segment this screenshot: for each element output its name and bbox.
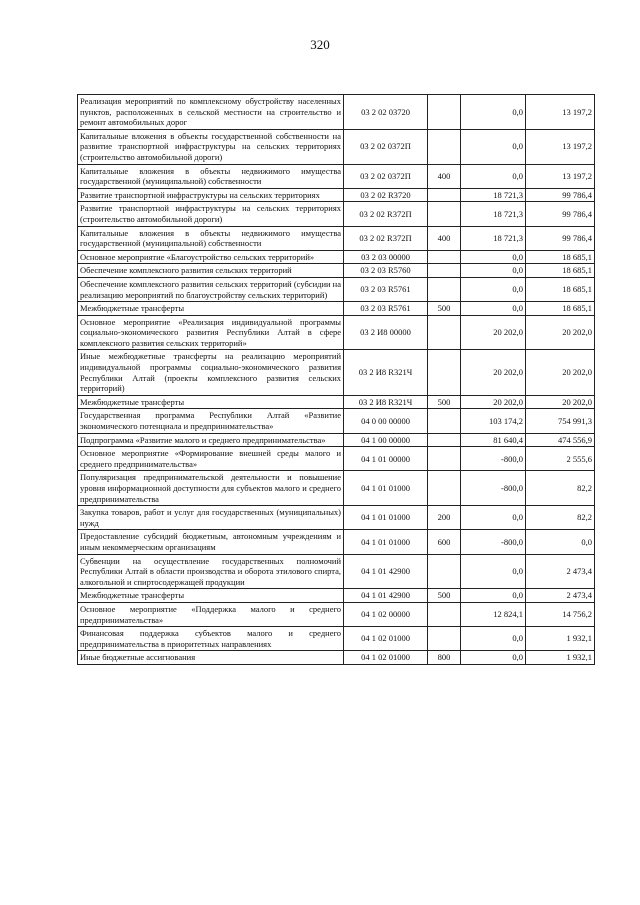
row-amount-1-cell: 0,0 — [461, 302, 526, 316]
table-row — [78, 651, 595, 665]
row-amount-2-cell: 20 202,0 — [526, 315, 595, 350]
row-name-cell: Обеспечение комплексного развития сельских территорий (субсидии на реализацию мероприятий по благоустройству сельских территорий) — [78, 277, 344, 301]
budget-table — [77, 94, 595, 665]
row-amount-2-cell: 13 197,2 — [526, 129, 595, 164]
row-code-cell: 03 2 03 R5760 — [344, 264, 428, 278]
row-amount-2-cell: 754 991,3 — [526, 409, 595, 433]
row-expense-type-cell — [428, 350, 461, 395]
page-number: 320 — [310, 37, 330, 52]
row-name-cell: Государственная программа Республики Алтай «Развитие экономического потенциала и предпринимательства» — [78, 409, 344, 433]
row-expense-type-cell: 600 — [428, 530, 461, 554]
table-row — [78, 447, 595, 471]
row-amount-2-cell: 18 685,1 — [526, 302, 595, 316]
row-expense-type-cell — [428, 202, 461, 226]
row-name-cell: Основное мероприятие «Поддержка малого и среднего предпринимательства» — [78, 602, 344, 626]
table-row — [78, 129, 595, 164]
table-row — [78, 277, 595, 301]
row-code-cell: 04 1 01 42900 — [344, 554, 428, 589]
row-amount-1-cell: 20 202,0 — [461, 350, 526, 395]
table-row — [78, 350, 595, 395]
row-expense-type-cell — [428, 433, 461, 447]
row-amount-1-cell: 18 721,3 — [461, 188, 526, 202]
table-row — [78, 302, 595, 316]
row-amount-1-cell: 0,0 — [461, 264, 526, 278]
row-name-cell: Капитальные вложения в объекты государственной собственности на развитие транспортной инфраструктуры на сельских территориях (строительство автомобильной дороги) — [78, 129, 344, 164]
row-amount-2-cell: 82,2 — [526, 471, 595, 506]
row-amount-2-cell: 474 556,9 — [526, 433, 595, 447]
table-row — [78, 433, 595, 447]
row-name-cell: Иные межбюджетные трансферты на реализацию мероприятий индивидуальной программы социально-экономического развития Республики Алтай (проекты комплексного развития сельских территорий) — [78, 350, 344, 395]
row-name-cell: Реализация мероприятий по комплексному обустройству населенных пунктов, расположенных в сельской местности на строительство и ремонт автомобильных дорог — [78, 95, 344, 130]
row-expense-type-cell — [428, 264, 461, 278]
row-name-cell: Развитие транспортной инфраструктуры на сельских территориях (строительство автомобильной дороги) — [78, 202, 344, 226]
row-code-cell: 03 2 03 R5761 — [344, 302, 428, 316]
row-amount-1-cell: 0,0 — [461, 164, 526, 188]
row-amount-2-cell: 14 756,2 — [526, 602, 595, 626]
row-name-cell: Популяризация предпринимательской деятельности и повышение уровня информационной доступности для субъектов малого и среднего предпринимательства — [78, 471, 344, 506]
row-code-cell: 04 1 01 01000 — [344, 506, 428, 530]
row-expense-type-cell — [428, 627, 461, 651]
row-amount-2-cell: 2 473,4 — [526, 554, 595, 589]
row-amount-1-cell: 18 721,3 — [461, 202, 526, 226]
row-name-cell: Иные бюджетные ассигнования — [78, 651, 344, 665]
row-code-cell: 03 2 03 00000 — [344, 250, 428, 264]
table-row — [78, 409, 595, 433]
row-amount-1-cell: 0,0 — [461, 651, 526, 665]
row-amount-2-cell: 13 197,2 — [526, 164, 595, 188]
row-code-cell: 03 2 02 0372П — [344, 129, 428, 164]
row-code-cell: 04 1 00 00000 — [344, 433, 428, 447]
row-code-cell: 03 2 02 R372П — [344, 202, 428, 226]
row-amount-1-cell: 0,0 — [461, 554, 526, 589]
table-row — [78, 250, 595, 264]
row-amount-1-cell: -800,0 — [461, 530, 526, 554]
row-code-cell: 04 1 02 00000 — [344, 602, 428, 626]
row-expense-type-cell — [428, 602, 461, 626]
row-name-cell: Межбюджетные трансферты — [78, 302, 344, 316]
row-amount-2-cell: 18 685,1 — [526, 264, 595, 278]
row-amount-2-cell: 0,0 — [526, 530, 595, 554]
row-amount-2-cell: 1 932,1 — [526, 627, 595, 651]
row-amount-1-cell: 103 174,2 — [461, 409, 526, 433]
row-name-cell: Предоставление субсидий бюджетным, автономным учреждениям и иным некоммерческим организациям — [78, 530, 344, 554]
row-code-cell: 03 2 02 R3720 — [344, 188, 428, 202]
row-amount-2-cell: 99 786,4 — [526, 202, 595, 226]
row-name-cell: Закупка товаров, работ и услуг для государственных (муниципальных) нужд — [78, 506, 344, 530]
row-code-cell: 03 2 02 0372П — [344, 164, 428, 188]
row-expense-type-cell — [428, 554, 461, 589]
table-row — [78, 315, 595, 350]
table-row — [78, 471, 595, 506]
row-amount-1-cell: 0,0 — [461, 627, 526, 651]
row-code-cell: 04 1 01 42900 — [344, 589, 428, 603]
row-amount-1-cell: 0,0 — [461, 95, 526, 130]
row-amount-1-cell: 0,0 — [461, 250, 526, 264]
row-amount-1-cell: 20 202,0 — [461, 395, 526, 409]
row-expense-type-cell: 800 — [428, 651, 461, 665]
row-code-cell: 04 1 01 01000 — [344, 471, 428, 506]
row-expense-type-cell: 200 — [428, 506, 461, 530]
row-amount-2-cell: 20 202,0 — [526, 350, 595, 395]
table-row — [78, 188, 595, 202]
row-name-cell: Межбюджетные трансферты — [78, 589, 344, 603]
row-amount-1-cell: 0,0 — [461, 129, 526, 164]
row-amount-2-cell: 13 197,2 — [526, 95, 595, 130]
row-name-cell: Капитальные вложения в объекты недвижимого имущества государственной (муниципальной) собственности — [78, 226, 344, 250]
row-expense-type-cell: 500 — [428, 395, 461, 409]
table-row — [78, 602, 595, 626]
row-expense-type-cell — [428, 447, 461, 471]
row-amount-2-cell: 99 786,4 — [526, 226, 595, 250]
row-amount-1-cell: 18 721,3 — [461, 226, 526, 250]
row-expense-type-cell — [428, 471, 461, 506]
row-name-cell: Основное мероприятие «Формирование внешней среды малого и среднего предпринимательства» — [78, 447, 344, 471]
row-code-cell: 03 2 02 03720 — [344, 95, 428, 130]
row-amount-2-cell: 2 555,6 — [526, 447, 595, 471]
row-name-cell: Межбюджетные трансферты — [78, 395, 344, 409]
row-code-cell: 03 2 И8 00000 — [344, 315, 428, 350]
row-expense-type-cell: 400 — [428, 226, 461, 250]
row-name-cell: Основное мероприятие «Реализация индивидуальной программы социально-экономического развития Республики Алтай в сфере комплексного развития сельских территорий» — [78, 315, 344, 350]
row-expense-type-cell: 400 — [428, 164, 461, 188]
row-amount-1-cell: 0,0 — [461, 589, 526, 603]
row-expense-type-cell — [428, 188, 461, 202]
table-row — [78, 589, 595, 603]
table-row — [78, 627, 595, 651]
row-amount-2-cell: 2 473,4 — [526, 589, 595, 603]
row-amount-1-cell: 20 202,0 — [461, 315, 526, 350]
row-amount-1-cell: 0,0 — [461, 277, 526, 301]
row-amount-2-cell: 99 786,4 — [526, 188, 595, 202]
row-amount-2-cell: 18 685,1 — [526, 250, 595, 264]
table-row — [78, 95, 595, 130]
row-code-cell: 04 1 02 01000 — [344, 627, 428, 651]
table-row — [78, 395, 595, 409]
row-amount-2-cell: 20 202,0 — [526, 395, 595, 409]
row-amount-1-cell: 12 824,1 — [461, 602, 526, 626]
row-name-cell: Обеспечение комплексного развития сельских территорий — [78, 264, 344, 278]
table-row — [78, 164, 595, 188]
row-name-cell: Субвенции на осуществление государственных полномочий Республики Алтай в области производства и оборота этилового спирта, алкогольной и спиртосодержащей продукции — [78, 554, 344, 589]
row-expense-type-cell: 500 — [428, 589, 461, 603]
row-amount-1-cell: -800,0 — [461, 447, 526, 471]
row-expense-type-cell — [428, 277, 461, 301]
row-name-cell: Капитальные вложения в объекты недвижимого имущества государственной (муниципальной) собственности — [78, 164, 344, 188]
row-amount-2-cell: 1 932,1 — [526, 651, 595, 665]
row-expense-type-cell — [428, 250, 461, 264]
row-expense-type-cell — [428, 315, 461, 350]
row-code-cell: 04 1 01 00000 — [344, 447, 428, 471]
row-amount-1-cell: 81 640,4 — [461, 433, 526, 447]
row-code-cell: 03 2 02 R372П — [344, 226, 428, 250]
row-code-cell: 04 1 01 01000 — [344, 530, 428, 554]
row-code-cell: 03 2 И8 R321Ч — [344, 395, 428, 409]
row-code-cell: 04 0 00 00000 — [344, 409, 428, 433]
row-amount-1-cell: 0,0 — [461, 506, 526, 530]
table-row — [78, 202, 595, 226]
table-row — [78, 554, 595, 589]
row-expense-type-cell — [428, 95, 461, 130]
row-expense-type-cell: 500 — [428, 302, 461, 316]
row-code-cell: 04 1 02 01000 — [344, 651, 428, 665]
row-name-cell: Основное мероприятие «Благоустройство сельских территорий» — [78, 250, 344, 264]
table-row — [78, 264, 595, 278]
row-name-cell: Развитие транспортной инфраструктуры на сельских территориях — [78, 188, 344, 202]
table-row — [78, 226, 595, 250]
table-row — [78, 506, 595, 530]
row-expense-type-cell — [428, 409, 461, 433]
row-code-cell: 03 2 03 R5761 — [344, 277, 428, 301]
row-amount-1-cell: -800,0 — [461, 471, 526, 506]
row-name-cell: Финансовая поддержка субъектов малого и среднего предпринимательства в приоритетных направлениях — [78, 627, 344, 651]
row-name-cell: Подпрограмма «Развитие малого и среднего предпринимательства» — [78, 433, 344, 447]
row-expense-type-cell — [428, 129, 461, 164]
table-row — [78, 530, 595, 554]
row-code-cell: 03 2 И8 R321Ч — [344, 350, 428, 395]
row-amount-2-cell: 82,2 — [526, 506, 595, 530]
row-amount-2-cell: 18 685,1 — [526, 277, 595, 301]
